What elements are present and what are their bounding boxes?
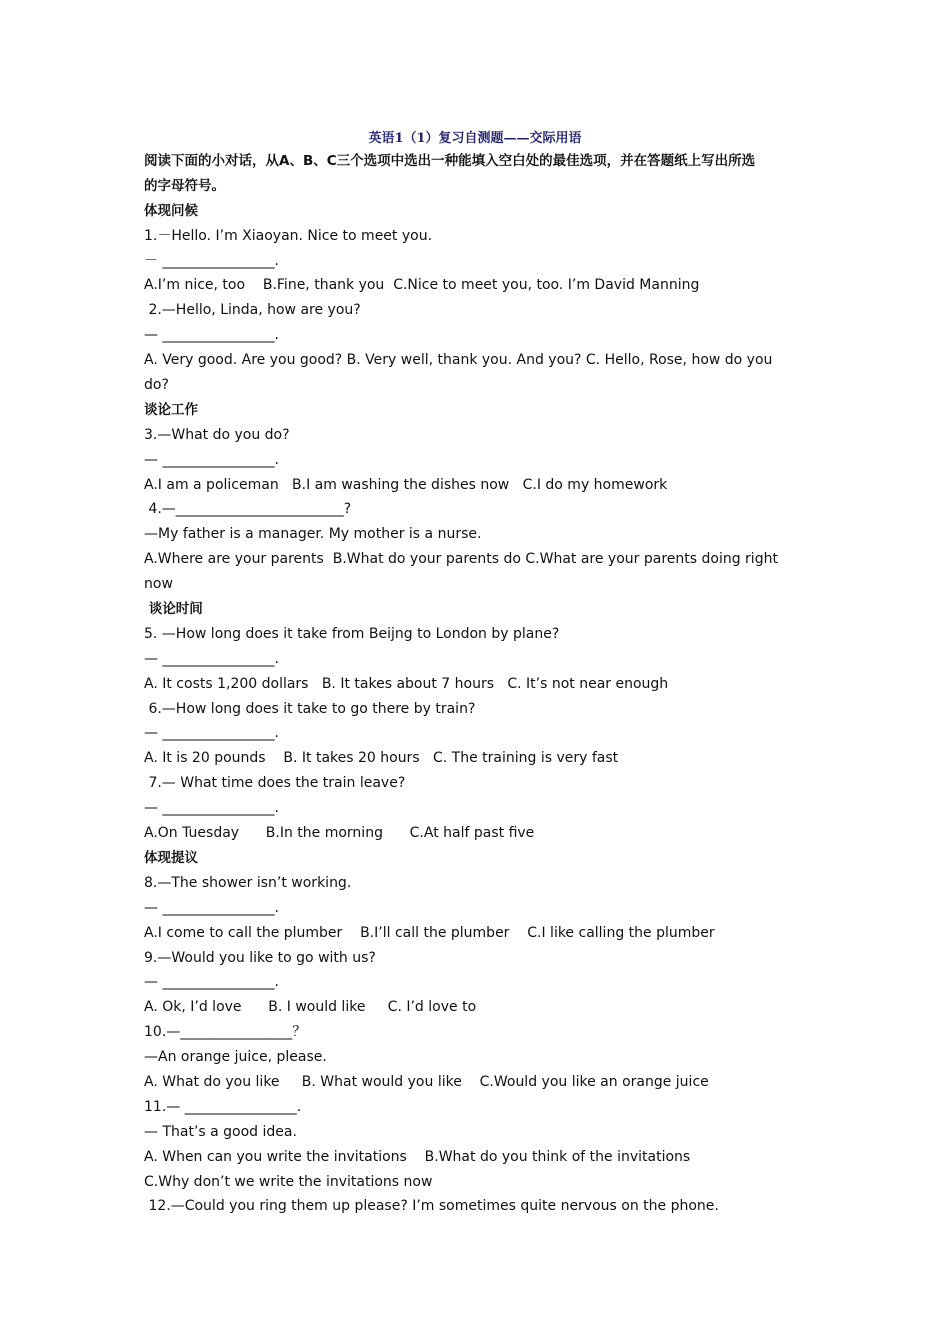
section-heading: 谈论工作 (144, 401, 198, 418)
text-line: A. What do you like B. What would you like C.Would you like an orange juice (144, 1073, 709, 1090)
text-line: — ________________. (144, 725, 279, 742)
text-line: — ________________. (144, 650, 279, 667)
instructions-line-2: 的字母符号。 (144, 177, 225, 194)
text-line: 1.－Hello. I’m Xiaoyan. Nice to meet you. (144, 227, 433, 244)
text-line: A.I come to call the plumber B.I’ll call the plumber C.I like calling the plumber (144, 924, 715, 941)
text-line: — ________________. (144, 899, 279, 916)
text-line: A.I’m nice, too B.Fine, thank you C.Nice to meet you, too. I’m David Manning (144, 277, 700, 294)
text-line: 4.—________________________? (144, 501, 352, 518)
text-line: 12.—Could you ring them up please? I’m sometimes quite nervous on the phone. (144, 1198, 719, 1215)
text-line: — ________________. (144, 974, 279, 991)
question-lines (144, 199, 804, 1220)
instructions-line-1: 阅读下面的小对话，从A、B、C三个选项中选出一种能填入空白处的最佳选项，并在答题纸上写出所选 (144, 153, 756, 169)
text-line: A. Very good. Are you good? B. Very well, thank you. And you? C. Hello, Rose, how do you (144, 352, 773, 369)
text-line: － ________________. (144, 252, 279, 269)
text-line: —My father is a manager. My mother is a nurse. (144, 526, 482, 543)
text-line: 3.—What do you do? (144, 426, 290, 443)
text-line: A.I am a policeman B.I am washing the dishes now C.I do my homework (144, 476, 668, 493)
text-line: 7.— What time does the train leave? (144, 775, 406, 792)
section-heading: 谈论时间 (144, 601, 203, 618)
text-line: 9.—Would you like to go with us? (144, 949, 376, 966)
text-line: A. It is 20 pounds B. It takes 20 hours C. The training is very fast (144, 750, 619, 767)
text-line: 11.— ________________. (144, 1098, 302, 1115)
text-line: A.On Tuesday B.In the morning C.At half past five (144, 825, 535, 842)
document-body (144, 149, 804, 1219)
text-line: do? (144, 377, 169, 394)
section-heading: 体现问候 (144, 202, 198, 219)
section-heading: 体现提议 (144, 849, 198, 866)
text-line: 5. —How long does it take from Beijng to London by plane? (144, 625, 560, 642)
text-line: 2.—Hello, Linda, how are you? (144, 302, 361, 319)
text-line: 8.—The shower isn’t working. (144, 874, 352, 891)
text-line: — ________________. (144, 451, 279, 468)
text-line: A. It costs 1,200 dollars B. It takes about 7 hours C. It’s not near enough (144, 675, 669, 692)
text-line: —An orange juice, please. (144, 1049, 327, 1066)
document-title: 英语1（1）复习自测题——交际用语 (368, 131, 582, 146)
text-line: A.Where are your parents B.What do your parents do C.What are your parents doing right (144, 551, 778, 568)
text-line: — ________________. (144, 327, 279, 344)
text-line: now (144, 576, 173, 593)
text-line: C.Why don’t we write the invitations now (144, 1173, 433, 1190)
text-line: 6.—How long does it take to go there by train? (144, 700, 476, 717)
text-line: A. When can you write the invitations B.What do you think of the invitations (144, 1148, 691, 1165)
text-line: — That’s a good idea. (144, 1123, 297, 1140)
text-line: 10.—________________？ (144, 1024, 307, 1041)
text-line: — ________________. (144, 800, 279, 817)
text-line: A. Ok, I’d love B. I would like C. I’d love to (144, 999, 477, 1016)
